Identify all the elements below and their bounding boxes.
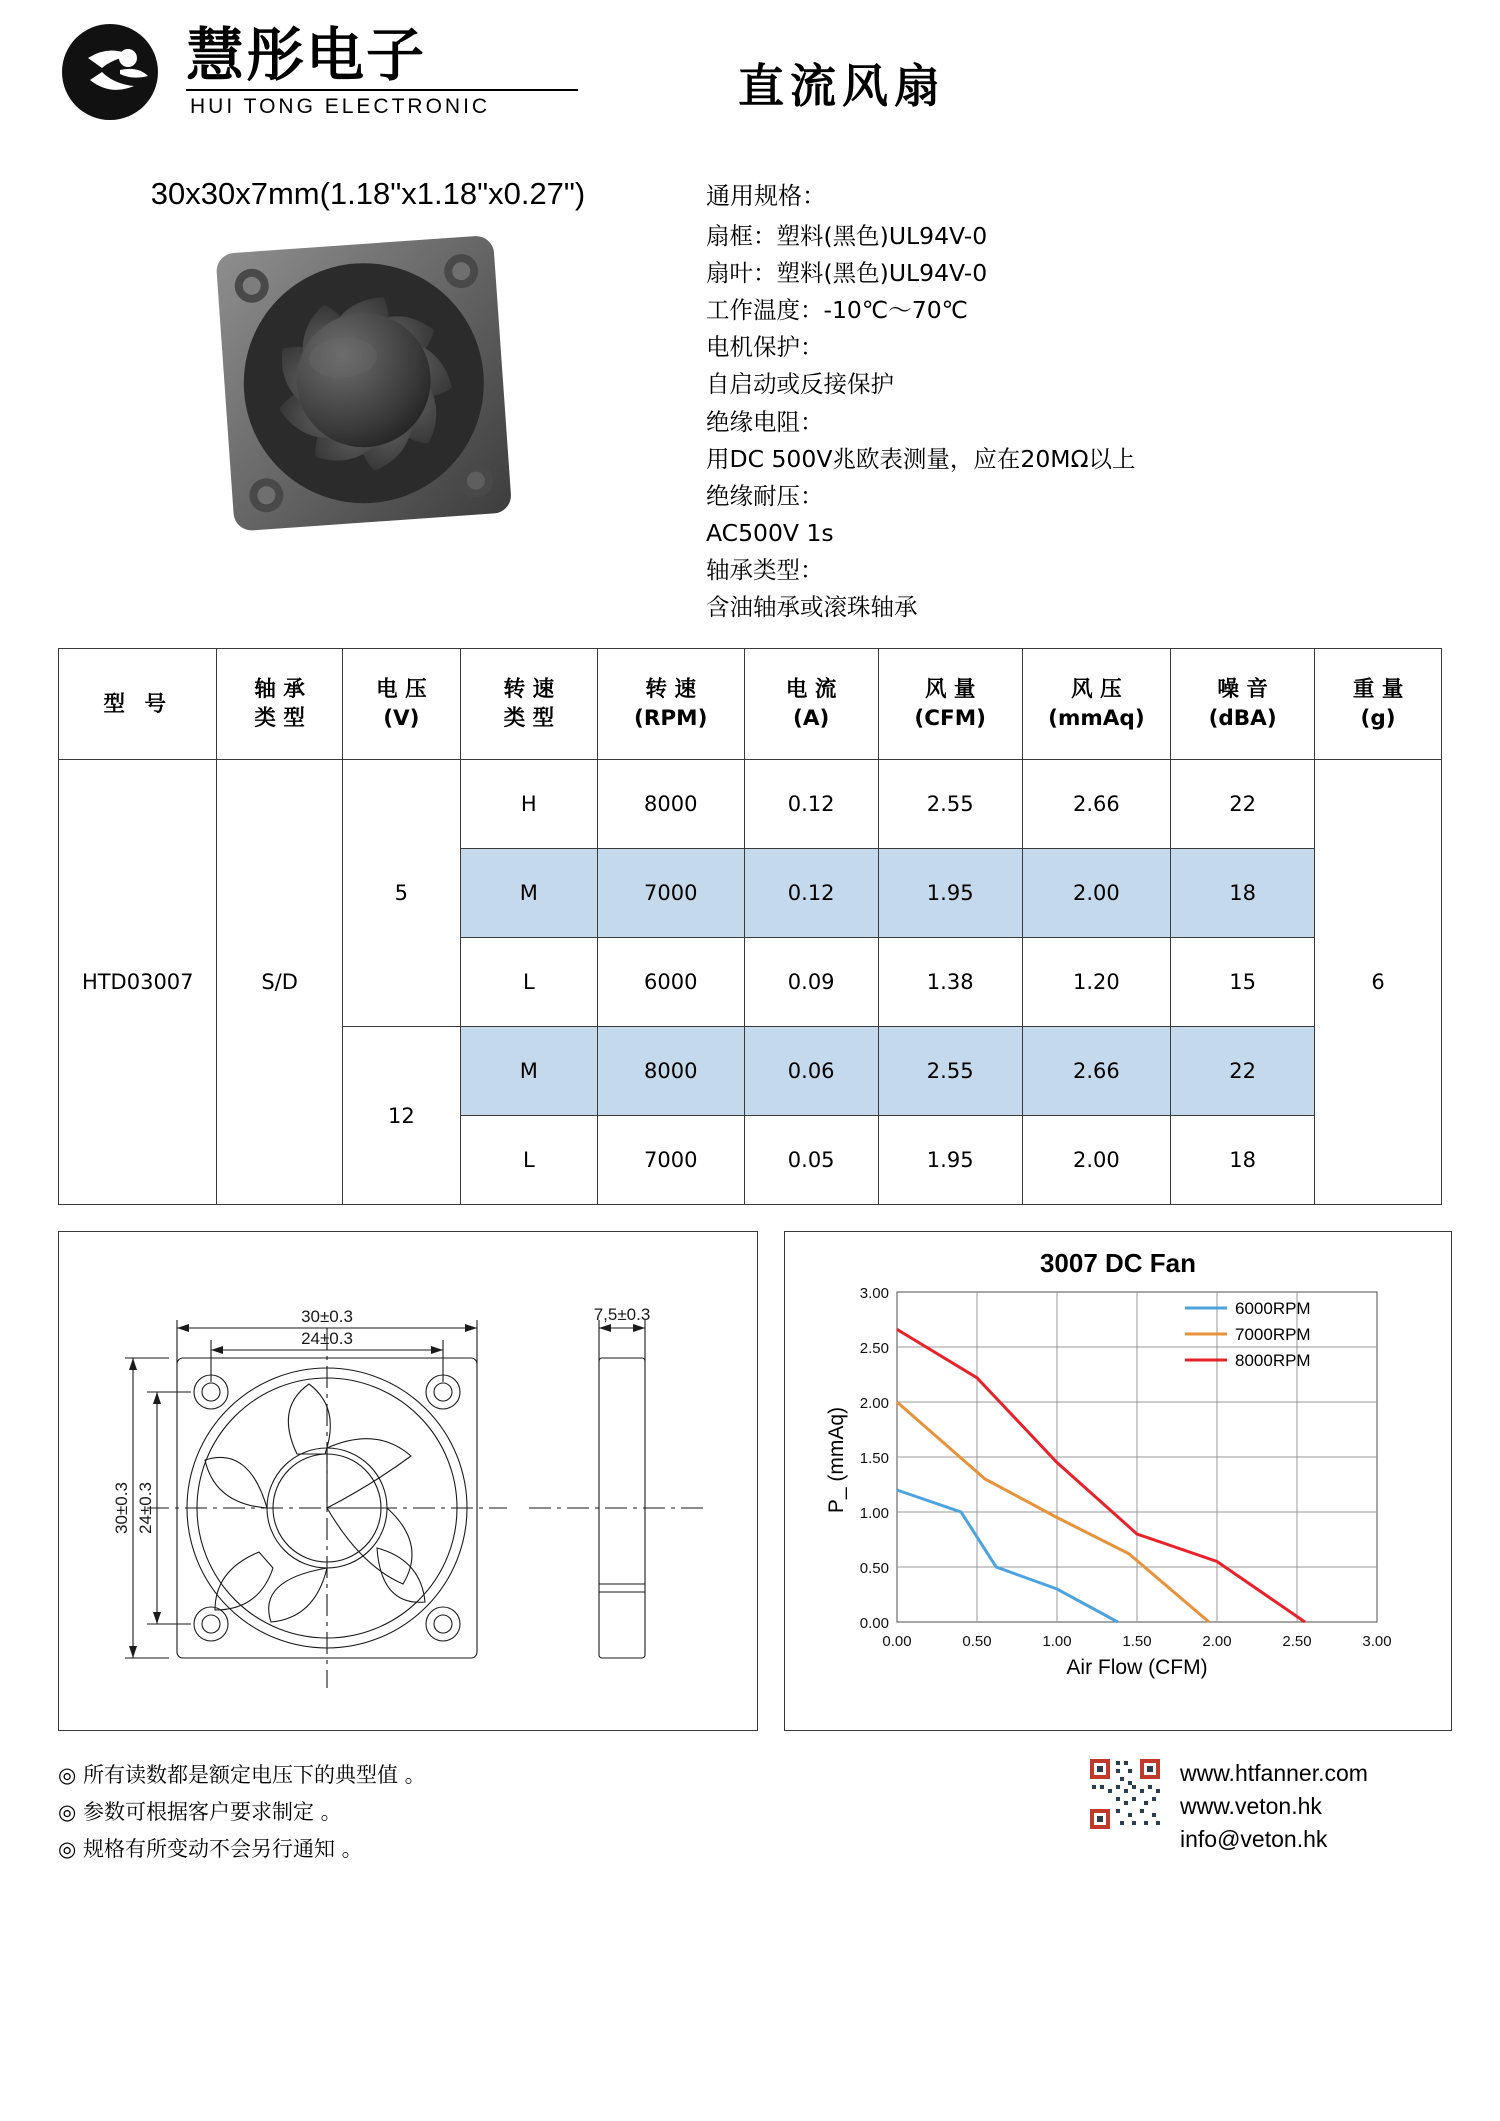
x-axis-label: Air Flow (CFM): [1066, 1656, 1208, 1680]
page-footer: [58, 1757, 1442, 1867]
cell-pressure: 2.66: [1022, 760, 1170, 849]
chart-series-line: [897, 1490, 1118, 1622]
th-current: [744, 649, 878, 760]
th-current-l2: (A): [793, 706, 830, 732]
x-tick: 2.00: [1202, 1633, 1232, 1651]
cell-noise: 15: [1171, 938, 1315, 1027]
website-secondary[interactable]: www.veton.hk: [1180, 1792, 1322, 1819]
chart-legend: [1185, 1299, 1311, 1370]
chart-series-line: [897, 1330, 1305, 1623]
y-tick: 1.50: [859, 1450, 889, 1468]
note-line: ◎ 参数可根据客户要求制定 。: [58, 1800, 342, 1825]
spec-line: 扇框：塑料(黑色)UL94V-0: [706, 221, 988, 250]
cell-pressure: 2.66: [1022, 1027, 1170, 1116]
cell-speed-type: H: [460, 760, 597, 849]
general-specifications: [678, 166, 1442, 626]
th-rpm: [597, 649, 744, 760]
th-voltage-l2: (V): [383, 706, 420, 732]
cell-rpm: 8000: [597, 1027, 744, 1116]
th-weight-l1: 重 量: [1352, 677, 1404, 703]
note-line: ◎ 规格有所变动不会另行通知 。: [58, 1836, 363, 1861]
cell-noise: 22: [1171, 1027, 1315, 1116]
cell-weight: 6: [1315, 760, 1442, 1205]
th-bearing-l2: 类 型: [254, 706, 305, 732]
y-tick: 3.00: [859, 1285, 889, 1303]
fan-photo: [58, 230, 678, 560]
y-tick: 0.50: [859, 1560, 889, 1578]
th-rpm-l1: 转 速: [645, 677, 696, 703]
performance-chart: [784, 1231, 1452, 1731]
email-address[interactable]: info@veton.hk: [1180, 1825, 1328, 1852]
table-header-row: [59, 649, 1442, 760]
th-noise: [1171, 649, 1315, 760]
th-voltage-l1: 电 压: [376, 677, 427, 703]
footer-notes: [58, 1757, 758, 1867]
legend-label: 6000RPM: [1235, 1299, 1311, 1319]
technical-drawing: [58, 1231, 758, 1731]
product-image-column: [58, 166, 678, 626]
spec-line: 绝缘耐压：: [706, 481, 824, 510]
spec-line: 扇叶：塑料(黑色)UL94V-0: [706, 259, 988, 288]
cell-rpm: 7000: [597, 1116, 744, 1205]
x-tick: 0.00: [882, 1633, 912, 1651]
th-airflow: [878, 649, 1022, 760]
x-tick: 1.50: [1122, 1633, 1152, 1651]
dim-inner-left: 24±0.3: [136, 1482, 155, 1535]
th-bearing-l1: 轴 承: [254, 677, 305, 703]
th-noise-l2: (dBA): [1208, 706, 1277, 732]
cell-speed-type: M: [460, 849, 597, 938]
legend-label: 7000RPM: [1235, 1325, 1311, 1345]
cell-current: 0.09: [744, 938, 878, 1027]
cell-voltage-5: 5: [342, 760, 460, 1027]
contact-block: [758, 1757, 1442, 1867]
cell-current: 0.05: [744, 1116, 878, 1205]
cell-noise: 18: [1171, 1116, 1315, 1205]
cell-voltage-12: 12: [342, 1027, 460, 1205]
company-name-en: HUI TONG ELECTRONIC: [190, 94, 491, 118]
cell-pressure: 2.00: [1022, 1116, 1170, 1205]
cell-speed-type: L: [460, 938, 597, 1027]
cell-bearing: S/D: [217, 760, 342, 1205]
general-spec-heading: 通用规格：: [706, 182, 826, 210]
spec-line: 自启动或反接保护: [706, 370, 894, 399]
specification-table: [58, 648, 1442, 1205]
cell-speed-type: M: [460, 1027, 597, 1116]
y-tick: 2.50: [859, 1340, 889, 1358]
cell-current: 0.12: [744, 849, 878, 938]
cell-speed-type: L: [460, 1116, 597, 1205]
th-bearing: [217, 649, 342, 760]
th-pressure: [1022, 649, 1170, 760]
th-weight: [1315, 649, 1442, 760]
cell-noise: 18: [1171, 849, 1315, 938]
cell-pressure: 2.00: [1022, 849, 1170, 938]
th-noise-l1: 噪 音: [1217, 677, 1268, 703]
y-axis-label: P_ (mmAq): [825, 1407, 848, 1514]
cell-pressure: 1.20: [1022, 938, 1170, 1027]
th-model: [59, 649, 217, 760]
th-speed-type: [460, 649, 597, 760]
cell-airflow: 1.95: [878, 1116, 1022, 1205]
th-pressure-l1: 风 压: [1071, 677, 1122, 703]
th-airflow-l1: 风 量: [924, 677, 976, 703]
y-tick: 0.00: [859, 1615, 889, 1633]
cell-model: HTD03007: [59, 760, 217, 1205]
website-primary[interactable]: www.htfanner.com: [1180, 1760, 1368, 1787]
table-row: [59, 760, 1442, 849]
spec-line: AC500V 1s: [706, 518, 834, 547]
logo-divider: [186, 89, 578, 91]
cell-airflow: 1.95: [878, 849, 1022, 938]
cell-airflow: 1.38: [878, 938, 1022, 1027]
lower-section: [58, 1231, 1442, 1731]
logo-wordmark: [186, 21, 578, 119]
x-tick: 1.00: [1042, 1633, 1072, 1651]
cell-airflow: 2.55: [878, 760, 1022, 849]
product-dimension-title: 30x30x7mm(1.18"x1.18"x0.27"): [150, 176, 586, 211]
th-pressure-l2: (mmAq): [1048, 706, 1145, 732]
th-model-l1: 型 号: [103, 691, 172, 717]
cell-current: 0.06: [744, 1027, 878, 1116]
specification-table-wrapper: [58, 648, 1442, 1205]
product-overview: [58, 166, 1442, 626]
y-tick: 2.00: [859, 1395, 889, 1413]
cell-current: 0.12: [744, 760, 878, 849]
logo-emblem-icon: [58, 18, 176, 126]
spec-line: 绝缘电阻：: [706, 407, 824, 436]
note-line: ◎ 所有读数都是额定电压下的典型值 。: [58, 1763, 426, 1788]
spec-line: 用DC 500V兆欧表测量，应在20MΩ以上: [706, 444, 1136, 473]
th-rpm-l2: (RPM): [634, 706, 708, 732]
cell-rpm: 6000: [597, 938, 744, 1027]
y-tick: 1.00: [859, 1505, 889, 1523]
legend-label: 8000RPM: [1235, 1351, 1311, 1371]
company-logo: [58, 18, 678, 126]
document-title: 直流风扇: [738, 59, 946, 113]
th-voltage: [342, 649, 460, 760]
th-speed-type-l2: 类 型: [503, 706, 555, 732]
dim-height-left: 30±0.3: [112, 1482, 131, 1535]
th-current-l1: 电 流: [785, 677, 837, 703]
x-tick: 0.50: [962, 1633, 992, 1651]
x-tick: 3.00: [1362, 1633, 1392, 1651]
spec-line: 工作温度：-10℃～70℃: [706, 296, 969, 325]
th-airflow-l2: (CFM): [914, 706, 986, 732]
qr-code-icon: [1088, 1757, 1162, 1831]
spec-line: 轴承类型：: [706, 556, 824, 585]
th-weight-l2: (g): [1360, 706, 1396, 732]
x-tick: 2.50: [1282, 1633, 1312, 1651]
chart-title: 3007 DC Fan: [1039, 1248, 1197, 1279]
th-speed-type-l1: 转 速: [503, 677, 555, 703]
spec-line: 含油轴承或滚珠轴承: [706, 593, 918, 622]
cell-rpm: 8000: [597, 760, 744, 849]
dim-width-top: 30±0.3: [301, 1307, 353, 1327]
dim-inner-top: 24±0.3: [301, 1329, 353, 1349]
dim-thickness: 7,5±0.3: [593, 1305, 651, 1325]
cell-rpm: 7000: [597, 849, 744, 938]
cell-noise: 22: [1171, 760, 1315, 849]
spec-line: 电机保护：: [706, 333, 824, 362]
contact-lines: [1180, 1757, 1368, 1855]
page-header: [58, 0, 1442, 158]
cell-airflow: 2.55: [878, 1027, 1022, 1116]
company-name-cn: 慧彤电子: [186, 21, 427, 90]
